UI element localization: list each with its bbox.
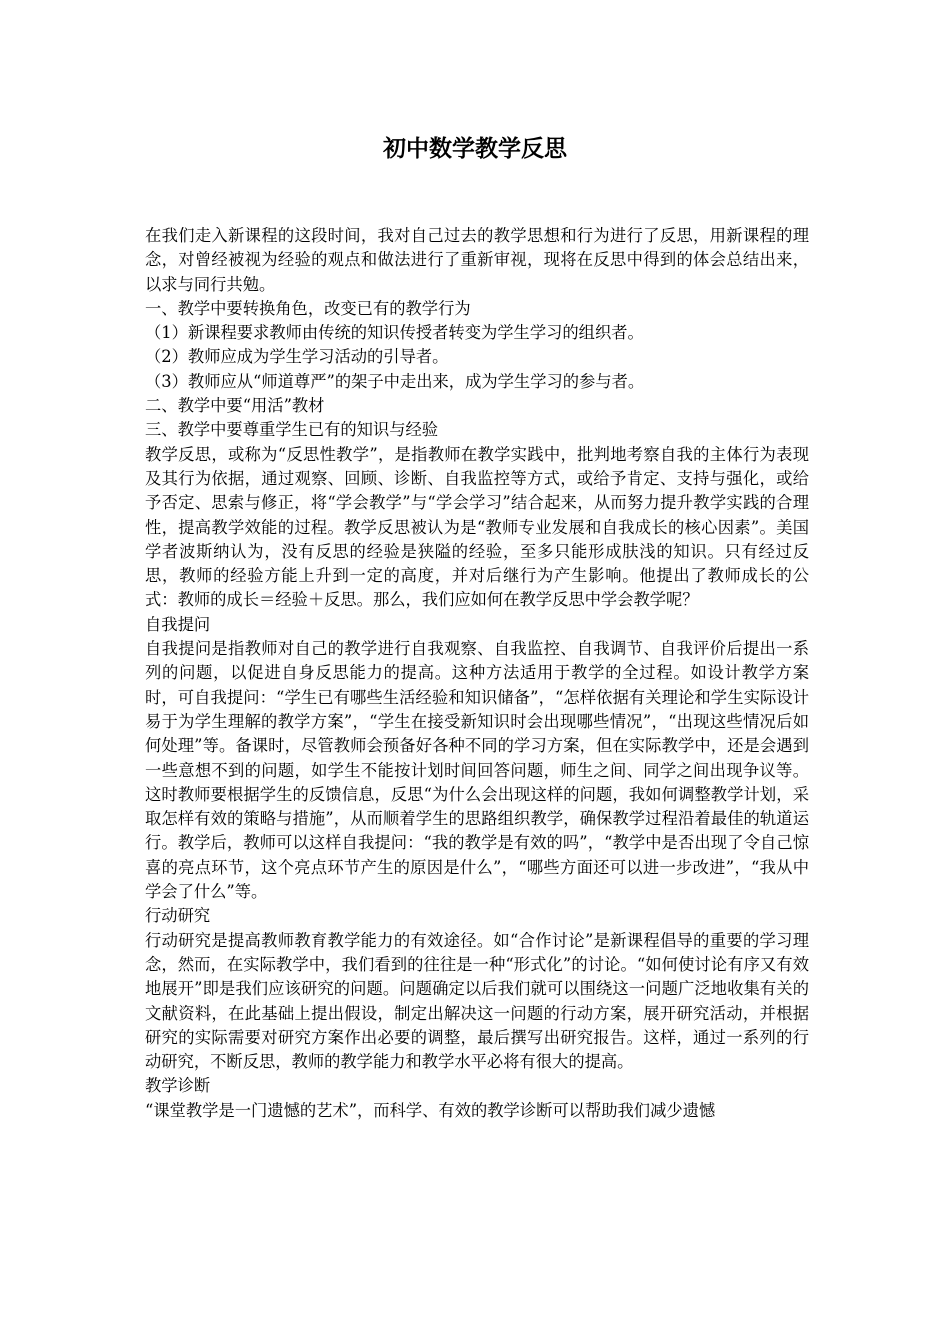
paragraph-self-questioning: 自我提问是指教师对自己的教学进行自我观察、自我监控、自我调节、自我评价后提出一系列的问题，以促进自身反思能力的提高。这种方法适用于教学的全过程。如设计教学方案时，可自我提问：“学生已有哪些生活经验和知识储备”，“怎样依据有关理论和学生实际设计易于为学生理解的教学方案”，“学生在接受新知识时会出现哪些情况”，“出现这些情况后如何处理”等。备课时，尽管教师会预备好各种不同的学习方案，但在实际教学中，还是会遇到一些意想不到的问题，如学生不能按计划时间回答问题，师生之间、同学之间出现争议等。这时教师要根据学生的反馈信息，反思“为什么会出现这样的问题，我如何调整教学计划，采取怎样有效的策略与措施”，从而顺着学生的思路组织教学，确保教学过程沿着最佳的轨道运行。教学后，教师可以这样自我提问：“我的教学是有效的吗”，“教学中是否出现了令自己惊喜的亮点环节，这个亮点环节产生的原因是什么”，“哪些方面还可以进一步改进”，“我从中学会了什么”等。: [145, 639, 809, 902]
section-heading-1: 一、教学中要转换角色，改变已有的教学行为: [145, 298, 471, 318]
section-heading-3: 三、教学中要尊重学生已有的知识与经验: [145, 420, 439, 440]
list-item-2: （2）教师应成为学生学习活动的引导者。: [145, 347, 449, 367]
paragraph-intro: 在我们走入新课程的这段时间，我对自己过去的教学思想和行为进行了反思，用新课程的理念，对曾经被视为经验的观点和做法进行了重新审视，现将在反思中得到的体会总结出来，以求与同行共勉。: [145, 226, 809, 294]
paragraph-teaching-diagnosis: “课堂教学是一门遗憾的艺术”，而科学、有效的教学诊断可以帮助我们减少遗憾: [145, 1100, 716, 1120]
subheading-teaching-diagnosis: 教学诊断: [145, 1076, 211, 1096]
list-item-3: （3）教师应从“师道尊严”的架子中走出来，成为学生学习的参与者。: [145, 371, 645, 391]
document-body: [145, 224, 809, 1123]
document-title: 初中数学教学反思: [383, 135, 567, 162]
paragraph-action-research: 行动研究是提高教师教育教学能力的有效途径。如“合作讨论”是新课程倡导的重要的学习理念，然而，在实际教学中，我们看到的往往是一种“形式化”的讨论。“如何使讨论有序又有效地展开”即是我们应该研究的问题。问题确定以后我们就可以围绕这一问题广泛地收集有关的文献资料，在此基础上提出假设，制定出解决这一问题的行动方案，展开研究活动，并根据研究的实际需要对研究方案作出必要的调整，最后撰写出研究报告。这样，通过一系列的行动研究，不断反思，教师的教学能力和教学水平必将有很大的提高。: [145, 930, 809, 1072]
list-item-1: （1）新课程要求教师由传统的知识传授者转变为学生学习的组织者。: [145, 323, 644, 343]
subheading-action-research: 行动研究: [145, 906, 211, 926]
paragraph-reflection: 教学反思，或称为“反思性教学”，是指教师在教学实践中，批判地考察自我的主体行为表现及其行为依据，通过观察、回顾、诊断、自我监控等方式，或给予肯定、支持与强化，或给予否定、思索与修正，将“学会教学”与“学会学习”结合起来，从而努力提升教学实践的合理性，提高教学效能的过程。教学反思被认为是“教师专业发展和自我成长的核心因素”。美国学者波斯纳认为，没有反思的经验是狭隘的经验，至多只能形成肤浅的知识。只有经过反思，教师的经验方能上升到一定的高度，并对后继行为产生影响。他提出了教师成长的公式：教师的成长＝经验＋反思。那么，我们应如何在教学反思中学会教学呢？: [145, 444, 809, 610]
subheading-self-questioning: 自我提问: [145, 614, 211, 634]
section-heading-2: 二、教学中要“用活”教材: [145, 396, 325, 416]
